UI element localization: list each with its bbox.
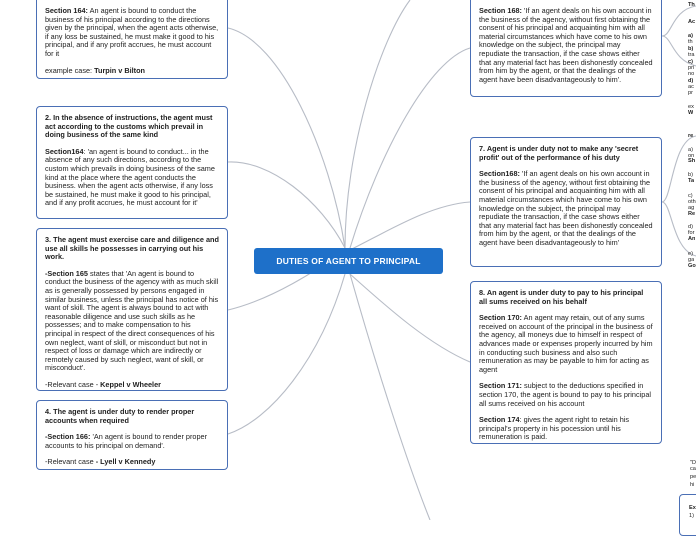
section-title: Section 170: — [479, 313, 522, 323]
section-text: An agent is bound to conduct the business of his principal according to the directions given by the principal, when the agent acts otherwise, if any loss be sustained, he must make it good to his principal, and if any profit accrues, he must account for it — [45, 6, 219, 58]
edge-fragment-text: c) — [688, 193, 693, 199]
edge-fragment-bold: Ac — [688, 19, 696, 25]
edge-fragment-text: pe — [690, 474, 696, 480]
section-title: Section 174 — [479, 415, 520, 425]
edge-fragment-text: e) — [688, 251, 693, 257]
edge-fragment-bold: Ex — [689, 505, 696, 511]
case-prefix: -Relevant case - — [45, 379, 101, 389]
edge-fragment-bold: re — [688, 133, 694, 139]
edge-fragment-text: no — [688, 71, 695, 77]
node-heading: 7. Agent is under duty not to make any 'secret profit' out of the performance of his duty — [479, 144, 639, 162]
section-title: -Section 166: — [45, 432, 91, 442]
node-sums-sec170 — [479, 314, 653, 374]
section-title: Section 164: — [45, 6, 88, 15]
edge-fragment-bold: a) — [688, 33, 693, 39]
edge-fragment-text: th — [688, 39, 693, 45]
section-title: Section168: — [479, 169, 520, 179]
edge-fragment-text: ac — [688, 84, 694, 90]
node-secret-body — [479, 170, 653, 247]
edge-fragment-text: d) — [688, 224, 693, 230]
edge-fragment — [688, 2, 695, 9]
case-name: Keppel v Wheeler — [100, 379, 161, 389]
edge-fragment — [688, 236, 695, 243]
section-text: An agent may retain, out of any sums received on account of the principal in the business of the agency, all moneys due to himself in respect of advances made or expenses properly incurred by him in conducting such business and also such remuneration as may be payable to him for acting as agent — [479, 313, 653, 374]
node-section-168-body — [479, 7, 653, 84]
node-heading: 8. An agent is under duty to pay to his principal all sums received on his behalf — [479, 288, 644, 306]
case-prefix: -Relevant case — [45, 457, 96, 467]
edge-fragment-text: a) — [688, 147, 693, 153]
section-text: : gives the agent right to retain his principal's property in his pocession until his remuneration is paid. — [479, 415, 630, 442]
link-top-left — [345, 0, 410, 248]
edge-fragment — [690, 474, 696, 481]
node-sums-sec174 — [479, 416, 653, 442]
edge-fragment — [688, 133, 693, 140]
node-heading: 4. The agent is under duty to render proper accounts when required — [45, 407, 195, 425]
edge-fragment — [688, 39, 693, 46]
edge-fragment-text: ga — [688, 257, 695, 263]
edge-fragment-text: hi — [690, 482, 695, 488]
node-section-164-body — [45, 7, 219, 59]
link-bottom — [350, 274, 430, 520]
edge-fragment-bold: W — [688, 110, 694, 116]
edge-fragment — [688, 19, 695, 26]
edge-fragment — [689, 505, 696, 512]
node-accounts-body — [45, 433, 219, 450]
edge-fragment-text: for — [688, 230, 695, 236]
link-node-accounts — [228, 274, 345, 434]
edge-fragment-text: ag — [688, 205, 695, 211]
edge-fragment — [689, 513, 694, 520]
edge-fragment — [690, 466, 696, 473]
edge-fragment-bold: Re — [688, 211, 696, 217]
edge-fragment-text: b) — [688, 172, 693, 178]
section-text: states that 'An agent is bound to conduct the business of the agency with as much skill as is generally possessed by persons engaged in similar business, unless the principal has notice of his want of skill. The agent is always bound to act with reasonable diligence and use such skills as he possesses; and to make compensation to his principal in respect of the direct consequences of his own neglect, want of skill, or misconduct but not in respect of loss or damage which are indirectly or remotely caused by such neglect, want of skill, or misconduct'. — [45, 268, 219, 373]
node-skill-case — [45, 381, 219, 390]
edge-fragment — [688, 178, 694, 185]
edge-fragment-text: pr — [688, 90, 693, 96]
section-text: 'An agent is bound to render proper accounts to his principal on demand'. — [45, 432, 208, 450]
edge-fragment-text: oth — [688, 199, 696, 205]
edge-fragment-bold: Go — [688, 263, 696, 269]
edge-fragment-text: tra — [688, 52, 695, 58]
edge-fragment — [688, 211, 695, 218]
edge-fragment-text: ex — [688, 104, 694, 110]
section-text: : 'an agent is bound to conduct... in the absence of any such directions, according to the custom which prevails in doing business of the same kind at the place where the agent conducts the business. when the agent acts otherwise, if any loss be sustained, he must make it good to his principal, and if any profit accrues, he must account for it' — [45, 146, 215, 208]
edge-fragment-bold: Th — [688, 2, 695, 8]
node-secret-profit[interactable] — [470, 137, 662, 267]
central-topic[interactable]: DUTIES OF AGENT TO PRINCIPAL — [254, 248, 443, 274]
edge-fragment-text: pri — [688, 65, 695, 71]
node-accounts[interactable] — [36, 400, 228, 470]
edge-fragment-bold: b) — [688, 46, 694, 52]
node-skill-diligence[interactable] — [36, 228, 228, 391]
node-section-164[interactable] — [36, 0, 228, 79]
edge-fragment-text: "D — [690, 460, 696, 466]
node-section-164-case — [45, 67, 219, 76]
edge-fragment — [688, 52, 695, 59]
section-title: -Section 165 — [45, 268, 88, 278]
section-text: 'If an agent deals on his own account in the business of the agency, without first obtaining the consent of his principal and acquainting him with all material circumstances which have come to his own knowledge on the subject, the principal may repudiate the transaction, if the case shows either that any material fact has been dishonestly concealed from him by the agent, or that the dealings of the agent have been disadvantageously to him'. — [479, 6, 653, 84]
edge-fragment — [688, 263, 696, 270]
case-prefix: example case: — [45, 65, 95, 75]
edge-fragment-bold: An — [688, 236, 696, 242]
edge-fragment — [690, 482, 694, 489]
link-node-secret — [350, 202, 470, 250]
node-pay-sums[interactable] — [470, 281, 662, 444]
edge-fragment-bold: Sh — [688, 158, 696, 164]
section-title: Section 171: — [479, 381, 522, 391]
link-node-164 — [228, 28, 345, 248]
edge-fragment-text: ca — [690, 466, 696, 472]
section-title: Section164 — [45, 146, 84, 156]
node-heading: 2. In the absence of instructions, the agent must act according to the customs which prevail in doing business of the same kind — [45, 113, 213, 140]
section-text: subject to the deductions specified in section 170, the agent is bound to pay to his principal all sums received on his account — [479, 381, 651, 408]
case-name: Turpin v Bilton — [94, 65, 146, 75]
link-node-sums — [350, 274, 470, 362]
node-sums-sec171 — [479, 382, 653, 408]
node-heading: 3. The agent must exercise care and diligence and use all skills he possesses in carrying out his work. — [45, 235, 219, 262]
edge-fragment — [688, 158, 695, 165]
node-customs-body — [45, 148, 219, 208]
section-title: Section 168: — [479, 6, 522, 15]
link-node-168 — [350, 48, 470, 248]
node-skill-body — [45, 270, 219, 373]
case-name: - Lyell v Kennedy — [95, 457, 156, 467]
edge-fragment — [688, 110, 693, 117]
edge-fragment — [688, 71, 694, 78]
edge-fragment-bold: Ta — [688, 178, 695, 184]
node-accounts-case — [45, 458, 219, 467]
edge-fragment-text: 1) — [689, 513, 694, 519]
node-customs[interactable] — [36, 106, 228, 219]
edge-fragment — [688, 90, 693, 97]
section-text: 'If an agent deals on his own account in the business of the agency, without first obtaining the consent of his principal and acquainting him with all material circumstances which have come to his own knowledge on the subject, the principal may repudiate the transaction, if the case shows either that any material fact has been dishonestly concealed from him by the agent, or that the dealings of the agent have been disadvantageously to him' — [479, 169, 653, 247]
node-section-168[interactable] — [470, 0, 662, 97]
edge-fragment-text: on — [688, 153, 695, 159]
edge-fragment-bold: d) — [688, 78, 694, 84]
edge-fragment-bold: c) — [688, 59, 693, 65]
